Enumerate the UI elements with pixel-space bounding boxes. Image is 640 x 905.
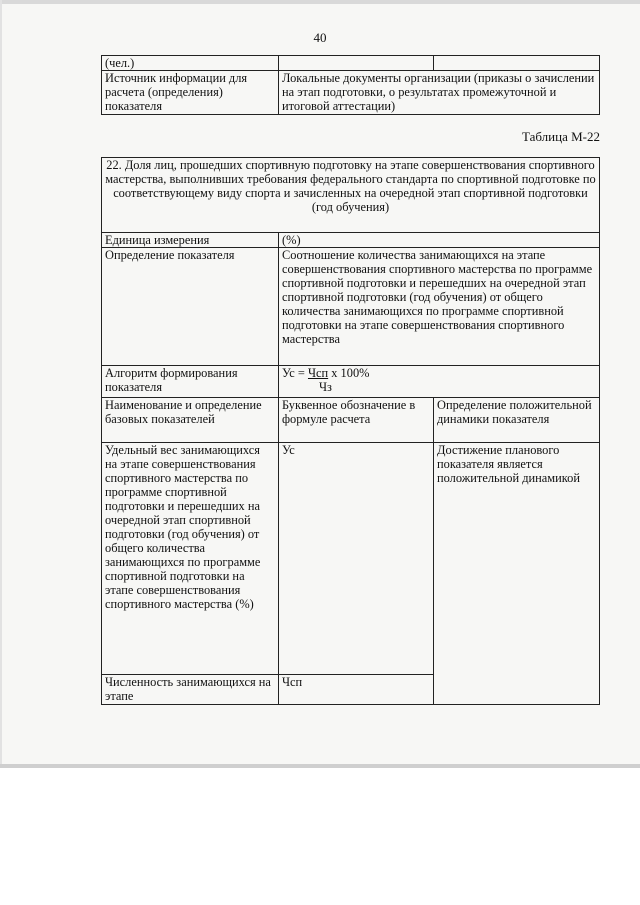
row-dynamics: Достижение планового показателя является положительной динамикой bbox=[434, 443, 600, 705]
algorithm-label: Алгоритм формирования показателя bbox=[102, 366, 279, 398]
scan-edge-left bbox=[0, 0, 2, 768]
definition-value: Соотношение количества занимающихся на этапе совершенствования спортивного мастерства по программе спортивной подготовки и перешедших на очередной этап спортивной подготовки (год обучения) от общего количества занимающихся по программе спортивной подготовки на этапе совершенствования спортивного мастерства bbox=[279, 248, 600, 366]
formula-numerator: Чсп bbox=[307, 366, 329, 380]
source-label: Источник информации для расчета (определения) показателя bbox=[102, 71, 279, 115]
header-base-indicator: Наименование и определение базовых показателей bbox=[102, 398, 279, 443]
definition-label: Определение показателя bbox=[102, 248, 279, 366]
formula bbox=[282, 366, 596, 396]
empty-cell bbox=[434, 56, 600, 71]
scan-edge-bottom bbox=[0, 764, 640, 768]
row-base-symbol: Ус bbox=[279, 443, 434, 675]
continued-table bbox=[101, 55, 600, 115]
unit-label: Единица измерения bbox=[102, 233, 279, 248]
scan-edge-top bbox=[0, 0, 640, 4]
header-positive-dynamics: Определение положительной динамики показателя bbox=[434, 398, 600, 443]
formula-denominator: Чз bbox=[319, 380, 332, 394]
unit-value: (%) bbox=[279, 233, 600, 248]
row-count-symbol: Чсп bbox=[279, 675, 434, 705]
indicator-title: 22. Доля лиц, прошедших спортивную подготовку на этапе совершенствования спортивного мастерства, выполнивших требования федерального стандарта по спортивной подготовке по соответствующему виду спорта и зачисленных на очередной этап спортивной подготовки (год обучения) bbox=[102, 158, 600, 233]
page-number: 40 bbox=[313, 30, 327, 45]
row-base-name: Удельный вес занимающихся на этапе совершенствования спортивного мастерства по программе спортивной подготовки и перешедших на очередной этап спортивной подготовки (год обучения) от общего количества занимающихся по программе спортивной подготовки на этапе совершенствования спортивного мастерства (%) bbox=[102, 443, 279, 675]
row-count-name: Численность занимающихся на этапе bbox=[102, 675, 279, 705]
empty-cell bbox=[279, 56, 434, 71]
formula-cell bbox=[279, 366, 600, 398]
unit-continuation-cell: (чел.) bbox=[102, 56, 279, 71]
table-caption: Таблица М-22 bbox=[522, 129, 600, 144]
source-value: Локальные документы организации (приказы о зачислении на этап подготовки, о результатах промежуточной и итоговой аттестации) bbox=[279, 71, 600, 115]
indicator-table bbox=[101, 157, 600, 705]
header-letter-symbol: Буквенное обозначение в формуле расчета bbox=[279, 398, 434, 443]
formula-lhs: Ус = bbox=[282, 366, 308, 380]
formula-tail: х 100% bbox=[328, 366, 370, 380]
